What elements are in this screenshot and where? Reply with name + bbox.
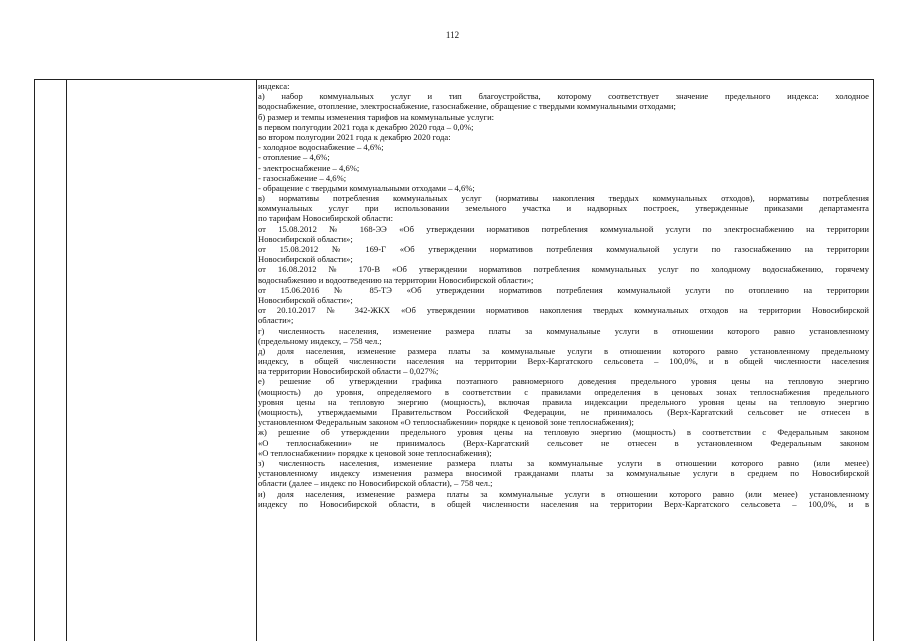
text-line: Новосибирской области»;: [258, 294, 353, 305]
text-line: индексу, в общей численности населения на территории Верх-Каргатского сельсовета – 100,0%, и в общей численности населения: [258, 356, 869, 367]
text-line: - газоснабжение – 4,6%;: [258, 172, 347, 183]
text-line: во втором полугодии 2021 года к декабрю 2020 года:: [258, 131, 451, 142]
text-line: в первом полугодии 2021 года к декабрю 2020 года – 0,0%;: [258, 121, 474, 132]
text-line: от 15.08.2012 № 168-ЭЭ «Об утверждении нормативов потребления коммунальной услуги по электроснабжению на территории: [258, 223, 869, 234]
text-line: - отопление – 4,6%;: [258, 152, 330, 163]
text-line: (мощность) до уровня, определяемого в соответствии с правилами определения в ценовых зонах теплоснабжения предельного: [258, 386, 869, 397]
text-line: - обращение с твердыми коммунальными отходами – 4,6%;: [258, 182, 475, 193]
text-line: ж) решение об утверждении предельного уровня цены на тепловую энергию (мощность) в соответствии с Федеральным законом: [258, 427, 869, 438]
text-line: г) численность населения, изменение размера платы за коммунальные услуги в отношении которого равно установленному: [258, 325, 869, 336]
text-line: от 16.08.2012 № 170-В «Об утверждении нормативов потребления коммунальных услуг по холодному водоснабжению, горячему: [258, 264, 869, 275]
column-divider: [66, 80, 67, 641]
text-line: «О теплоснабжении» порядке к ценовой зоне теплоснабжения);: [258, 447, 492, 458]
text-line: от 15.08.2012 № 169-Г «Об утверждении нормативов потребления коммунальной услуги по газоснабжению на территории: [258, 244, 869, 254]
text-line: от 20.10.2017 № 342-ЖКХ «Об утверждении нормативов накопления твердых коммунальных отходов на территории Новосибирской: [258, 305, 869, 316]
text-line: д) доля населения, изменение размера платы за коммунальные услуги в отношении которого равно установленному предельному: [258, 345, 869, 356]
text-line: индекса:: [258, 81, 290, 91]
text-line: Новосибирской области»;: [258, 254, 353, 265]
text-line: е) решение об утверждении графика поэтапного равномерного доведения предельного уровня цены на тепловую энергию: [258, 376, 869, 387]
text-line: (мощность), утверждаемыми Правительством Российской Федерации, не принималось (Верх-Каргатский сельсовет не отнесен в: [258, 407, 869, 417]
text-line: по тарифам Новосибирской области:: [258, 213, 393, 224]
text-line: установленном Федеральным законом «О теплоснабжении» порядке к ценовой зоне теплоснабжения);: [258, 417, 634, 428]
text-line: з) численность населения, изменение размера платы за коммунальные услуги в отношении которого равно (или менее): [258, 457, 869, 468]
text-line: Новосибирской области»;: [258, 233, 353, 244]
text-line: (предельному индексу, – 758 чел.;: [258, 335, 382, 346]
text-line: - холодное водоснабжение – 4,6%;: [258, 142, 384, 153]
text-line: коммунальных услуг при использовании земельного участка и надворных построек, утвержденные приказами департамента: [258, 203, 869, 214]
text-line: в) нормативы потребления коммунальных услуг (нормативы накопления твердых коммунальных отходов), нормативы потребления: [258, 193, 869, 204]
text-line: водоснабжению и водоотведению на территории Новосибирской области»;: [258, 274, 534, 285]
column-divider: [256, 80, 257, 641]
text-line: на территории Новосибирской области – 0,027%;: [258, 366, 439, 377]
text-line: от 15.06.2016 № 85-ТЭ «Об утверждении нормативов потребления коммунальной услуги по отоплению на территории: [258, 284, 869, 295]
text-line: б) размер и темпы изменения тарифов на коммунальные услуги:: [258, 111, 495, 122]
text-line: водоснабжение, отопление, электроснабжение, газоснабжение, обращение с твердыми коммунальными отходами;: [258, 101, 676, 112]
page-number: 112: [445, 30, 460, 40]
text-line: индексу по Новосибирской области, в общей численности населения на территории Верх-Каргатского сельсовета – 100,0%, и в: [258, 498, 869, 509]
text-line: - электроснабжение – 4,6%;: [258, 162, 360, 173]
document-table: [34, 79, 874, 641]
text-line: области»;: [258, 315, 294, 326]
text-line: уровня цены на тепловую энергию (мощность), включая правила индексации предельного уровня цены на тепловую энергию: [258, 396, 869, 407]
text-line: «О теплоснабжении» не принималось (Верх-Каргатский сельсовет не отнесен в установленном Федеральным законом: [258, 437, 869, 448]
text-line: и) доля населения, изменение размера платы за коммунальные услуги в отношении которого равно (или менее) установленному: [258, 488, 869, 499]
table-cell-content: [258, 81, 869, 641]
text-line: области (далее – индекс по Новосибирской области), – 758 чел.;: [258, 478, 493, 489]
text-line: а) набор коммунальных услуг и тип благоустройства, которому соответствует значение предельного индекса: холодное: [258, 91, 869, 102]
text-line: установленному индексу изменения размера вносимой гражданами платы за коммунальные услуги в среднем по Новосибирской: [258, 468, 869, 479]
